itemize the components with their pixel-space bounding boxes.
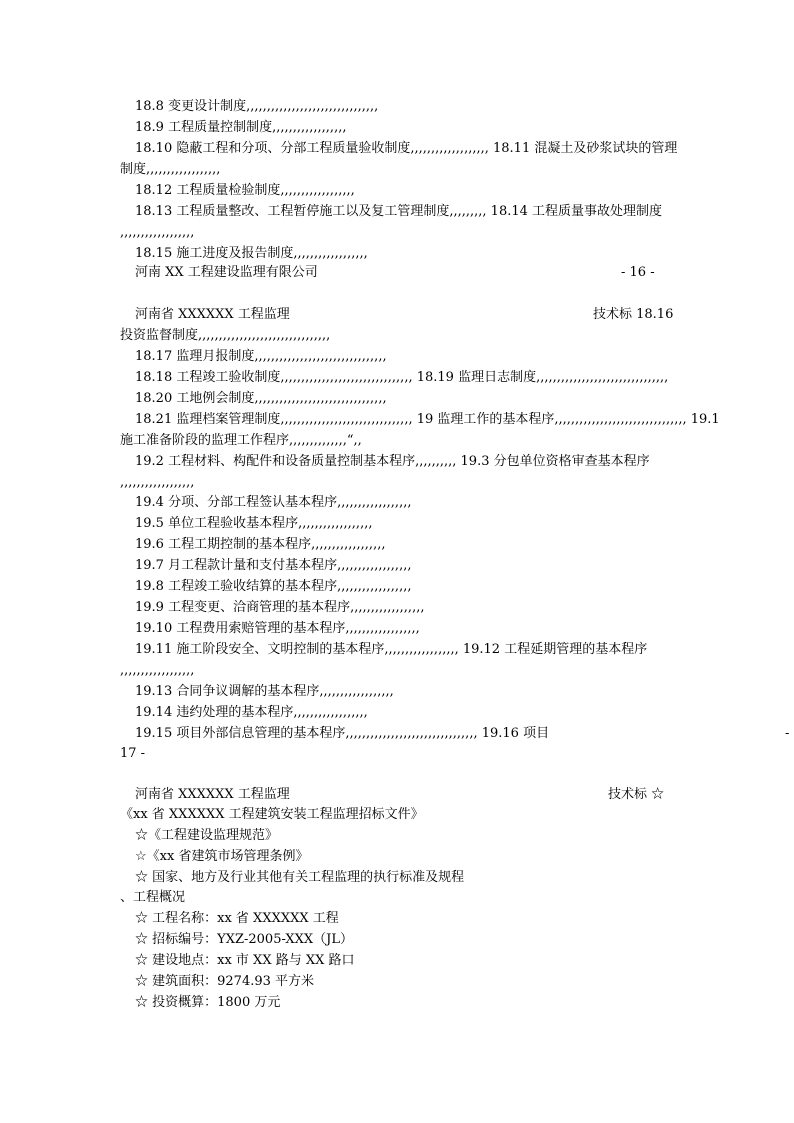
reference-item: ☆《工程建设监理规范》 bbox=[135, 828, 279, 843]
page-header-label: 技术标 18.16 bbox=[593, 307, 674, 322]
toc-line: 18.21 监理档案管理制度,,,,,,,,,,,,,,,,,,,,,,,,,,,,,,,, 19 监理工作的基本程序,,,,,,,,,,,,,,,,,,,,,,,,,,,,,,,, 19.1 bbox=[135, 412, 720, 427]
toc-line: 19.15 项目外部信息管理的基本程序,,,,,,,,,,,,,,,,,,,,,,,,,,,,,,,, 19.16 项目 bbox=[135, 726, 550, 741]
toc-line: ,,,,,,,,,,,,,,,,,, bbox=[120, 225, 195, 240]
toc-line: 18.12 工程质量检验制度,,,,,,,,,,,,,,,,,, bbox=[135, 183, 355, 198]
page-number-dash: - bbox=[785, 726, 790, 741]
toc-line: 18.10 隐蔽工程和分项、分部工程质量验收制度,,,,,,,,,,,,,,,,,,, 18.11 混凝土及砂浆试块的管理 bbox=[135, 141, 678, 156]
page-header-label: 技术标 ☆ bbox=[608, 787, 665, 802]
page-number: 17 - bbox=[120, 746, 146, 761]
project-info-item: ☆ 投资概算：1800 万元 bbox=[135, 995, 281, 1010]
toc-line: 19.2 工程材料、构配件和设备质量控制基本程序,,,,,,,,,, 19.3 分包单位资格审查基本程序 bbox=[135, 454, 650, 469]
reference-item: ☆《xx 省建筑市场管理条例》 bbox=[135, 849, 309, 864]
project-info-item: ☆ 建设地点：xx 市 XX 路与 XX 路口 bbox=[135, 953, 355, 968]
page-footer-company: 河南 XX 工程建设监理有限公司 bbox=[135, 265, 318, 280]
toc-line: 18.8 变更设计制度,,,,,,,,,,,,,,,,,,,,,,,,,,,,,,,, bbox=[135, 99, 379, 114]
page-header-title: 河南省 XXXXXX 工程监理 bbox=[135, 307, 290, 322]
page-number: - 16 - bbox=[621, 265, 655, 280]
toc-line: 19.14 违约处理的基本程序,,,,,,,,,,,,,,,,,, bbox=[135, 705, 368, 720]
toc-line: 19.13 合同争议调解的基本程序,,,,,,,,,,,,,,,,,, bbox=[135, 684, 394, 699]
toc-line: 19.7 月工程款计量和支付基本程序,,,,,,,,,,,,,,,,,, bbox=[135, 558, 412, 573]
project-info-item: ☆ 招标编号：YXZ-2005-XXX（JL） bbox=[135, 932, 354, 947]
toc-line: 19.10 工程费用索赔管理的基本程序,,,,,,,,,,,,,,,,,, bbox=[135, 621, 420, 636]
toc-line: 18.9 工程质量控制制度,,,,,,,,,,,,,,,,,, bbox=[135, 120, 347, 135]
toc-line: 制度,,,,,,,,,,,,,,,,,, bbox=[120, 162, 221, 177]
toc-line: 19.6 工程工期控制的基本程序,,,,,,,,,,,,,,,,,, bbox=[135, 537, 386, 552]
reference-item: ☆ 国家、地方及行业其他有关工程监理的执行标准及规程 bbox=[135, 870, 465, 885]
page-header-title: 河南省 XXXXXX 工程监理 bbox=[135, 787, 290, 802]
toc-line: 19.9 工程变更、洽商管理的基本程序,,,,,,,,,,,,,,,,,, bbox=[135, 600, 425, 615]
toc-line: 19.4 分项、分部工程签认基本程序,,,,,,,,,,,,,,,,,, bbox=[135, 495, 412, 510]
toc-line: 18.20 工地例会制度,,,,,,,,,,,,,,,,,,,,,,,,,,,,,,,, bbox=[135, 391, 387, 406]
toc-line: ,,,,,,,,,,,,,,,,,, bbox=[120, 475, 195, 490]
project-info-item: ☆ 建筑面积：9274.93 平方米 bbox=[135, 974, 315, 989]
toc-line: 投资监督制度,,,,,,,,,,,,,,,,,,,,,,,,,,,,,,,, bbox=[120, 328, 331, 343]
toc-line: 18.18 工程竣工验收制度,,,,,,,,,,,,,,,,,,,,,,,,,,,,,,,, 18.19 监理日志制度,,,,,,,,,,,,,,,,,,,,,,,,,,,,,,,, bbox=[135, 370, 669, 385]
toc-line: 18.15 施工进度及报告制度,,,,,,,,,,,,,,,,,, bbox=[135, 246, 368, 261]
toc-line: 19.5 单位工程验收基本程序,,,,,,,,,,,,,,,,,, bbox=[135, 516, 373, 531]
toc-line: 19.8 工程竣工验收结算的基本程序,,,,,,,,,,,,,,,,,, bbox=[135, 579, 412, 594]
section-heading: 、工程概况 bbox=[120, 890, 186, 905]
toc-line: 施工准备阶段的监理工作程序,,,,,,,,,,,,,,“,, bbox=[120, 433, 362, 448]
reference-item: 《xx 省 XXXXXX 工程建筑安装工程监理招标文件》 bbox=[120, 807, 424, 822]
toc-line: 18.13 工程质量整改、工程暂停施工以及复工管理制度,,,,,,,,, 18.14 工程质量事故处理制度 bbox=[135, 204, 663, 219]
project-info-item: ☆ 工程名称：xx 省 XXXXXX 工程 bbox=[135, 911, 339, 926]
toc-line: 18.17 监理月报制度,,,,,,,,,,,,,,,,,,,,,,,,,,,,,,,, bbox=[135, 349, 387, 364]
toc-line: 19.11 施工阶段安全、文明控制的基本程序,,,,,,,,,,,,,,,,,, 19.12 工程延期管理的基本程序 bbox=[135, 642, 648, 657]
toc-line: ,,,,,,,,,,,,,,,,,, bbox=[120, 663, 195, 678]
